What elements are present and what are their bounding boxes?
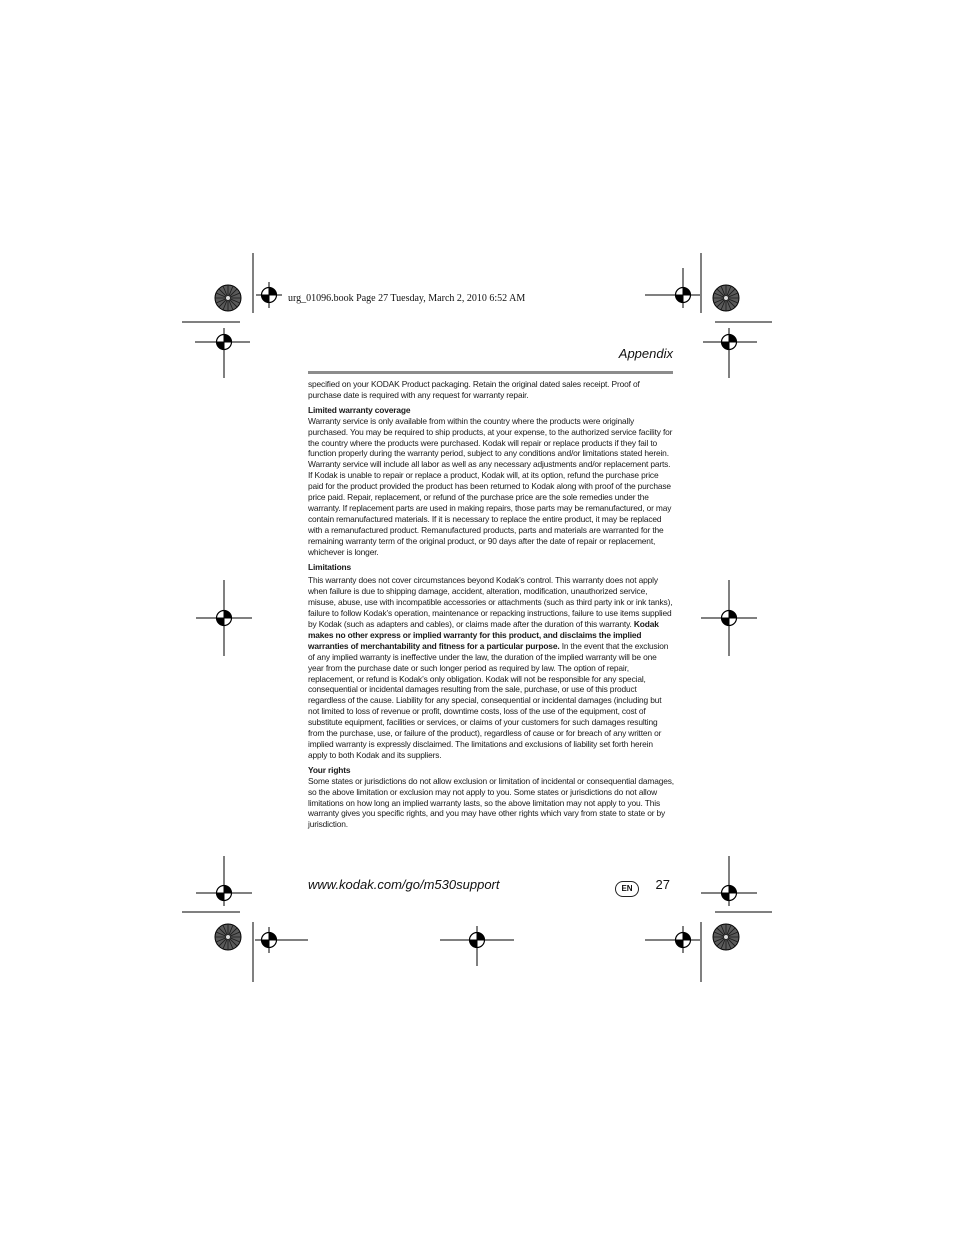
support-url: www.kodak.com/go/m530support bbox=[308, 877, 500, 892]
limitations-heading: Limitations bbox=[308, 561, 352, 572]
coverage-paragraph: Warranty service is only available from within the country where the products were originally purchased. You may be required to ship products, at your expense, to the authorized service facility for the country where the products were purchased. Kodak will repair or replace products if they fail to function properly during the warranty period, subject to any conditions and/or limitations stated herein. Warranty service will include all labor as well as any necessary adjustments and/or replacement parts. If Kodak is unable to repair or replace a product, Kodak will, at its option, refund the purchase price paid for the product provided the product has been returned to Kodak along with proof of the purchase price paid. Repair, replacement, or refund of the purchase price are the sole remedies under the warranty. If replacement parts are used in making repairs, those parts may be remanufactured, or may contain remanufactured materials. If it is necessary to replace the entire product, it may be replaced with a remanufactured product. Remanufactured products, parts and materials are warranted for the remaining warranty term of the original product, or 90 days after the date of repair or replacement, whichever is longer. bbox=[308, 415, 673, 557]
header-rule bbox=[308, 371, 673, 374]
warranty-text bbox=[308, 379, 674, 830]
limitations-disclaimer: Kodak makes no other express or implied warranty for this product, and disclaims the implied warranties of merchantability and fitness for a particular purpose. bbox=[308, 619, 659, 651]
language-badge: EN bbox=[615, 881, 639, 897]
limitations-text-1: This warranty does not cover circumstances beyond Kodak’s control. This warranty does not apply when failure is due to shipping damage, accident, alteration, modification, unauthorized service, misuse, abuse, use with incompatible accessories or attachments (such as third party ink or ink tanks), failure to follow Kodak’s operation, maintenance or repacking instructions, failure to use items supplied by Kodak (such as adapters and cables), or claims made after the duration of this warranty. bbox=[308, 575, 673, 630]
print-slug: urg_01096.book Page 27 Tuesday, March 2, 2010 6:52 AM bbox=[288, 293, 526, 304]
coverage-heading: Limited warranty coverage bbox=[308, 404, 411, 415]
page-number: 27 bbox=[655, 877, 670, 892]
rights-heading: Your rights bbox=[308, 764, 351, 775]
limitations-paragraph bbox=[308, 575, 674, 760]
rights-paragraph: Some states or jurisdictions do not allow exclusion or limitation of incidental or consequential damages, so the above limitation or exclusion may not apply to you. Some states or jurisdictions do not allow limitations on how long an implied warranty lasts, so the above limitation may not apply to you. This warranty gives you specific rights, and you may have other rights which vary from state to state or by jurisdiction. bbox=[308, 775, 674, 830]
limitations-text-2: In the event that the exclusion of any implied warranty is ineffective under the law, the duration of the implied warranty will be one year from the purchase date or such longer period as required by law. The option of repair, replacement, or refund is Kodak’s only obligation. Kodak will not be responsible for any special, consequential or incidental damages resulting from the sale, purchase, or use of this product regardless of the cause. Liability for any special, consequential or incidental damages (including but not limited to loss of revenue or profit, downtime costs, loss of the use of the equipment, cost of substitute equipment, facilities or services, or claims of your customers for such damages resulting from the purchase, use, or failure of the product), regardless of cause or for breach of any written or implied warranty is expressly disclaimed. The limitations and exclusions of liability set forth herein apply to both Kodak and its suppliers. bbox=[308, 640, 669, 760]
section-header: Appendix bbox=[618, 346, 673, 361]
intro-paragraph: specified on your KODAK Product packaging. Retain the original dated sales receipt. Proof of purchase date is required with any request for warranty repair. bbox=[308, 379, 640, 400]
